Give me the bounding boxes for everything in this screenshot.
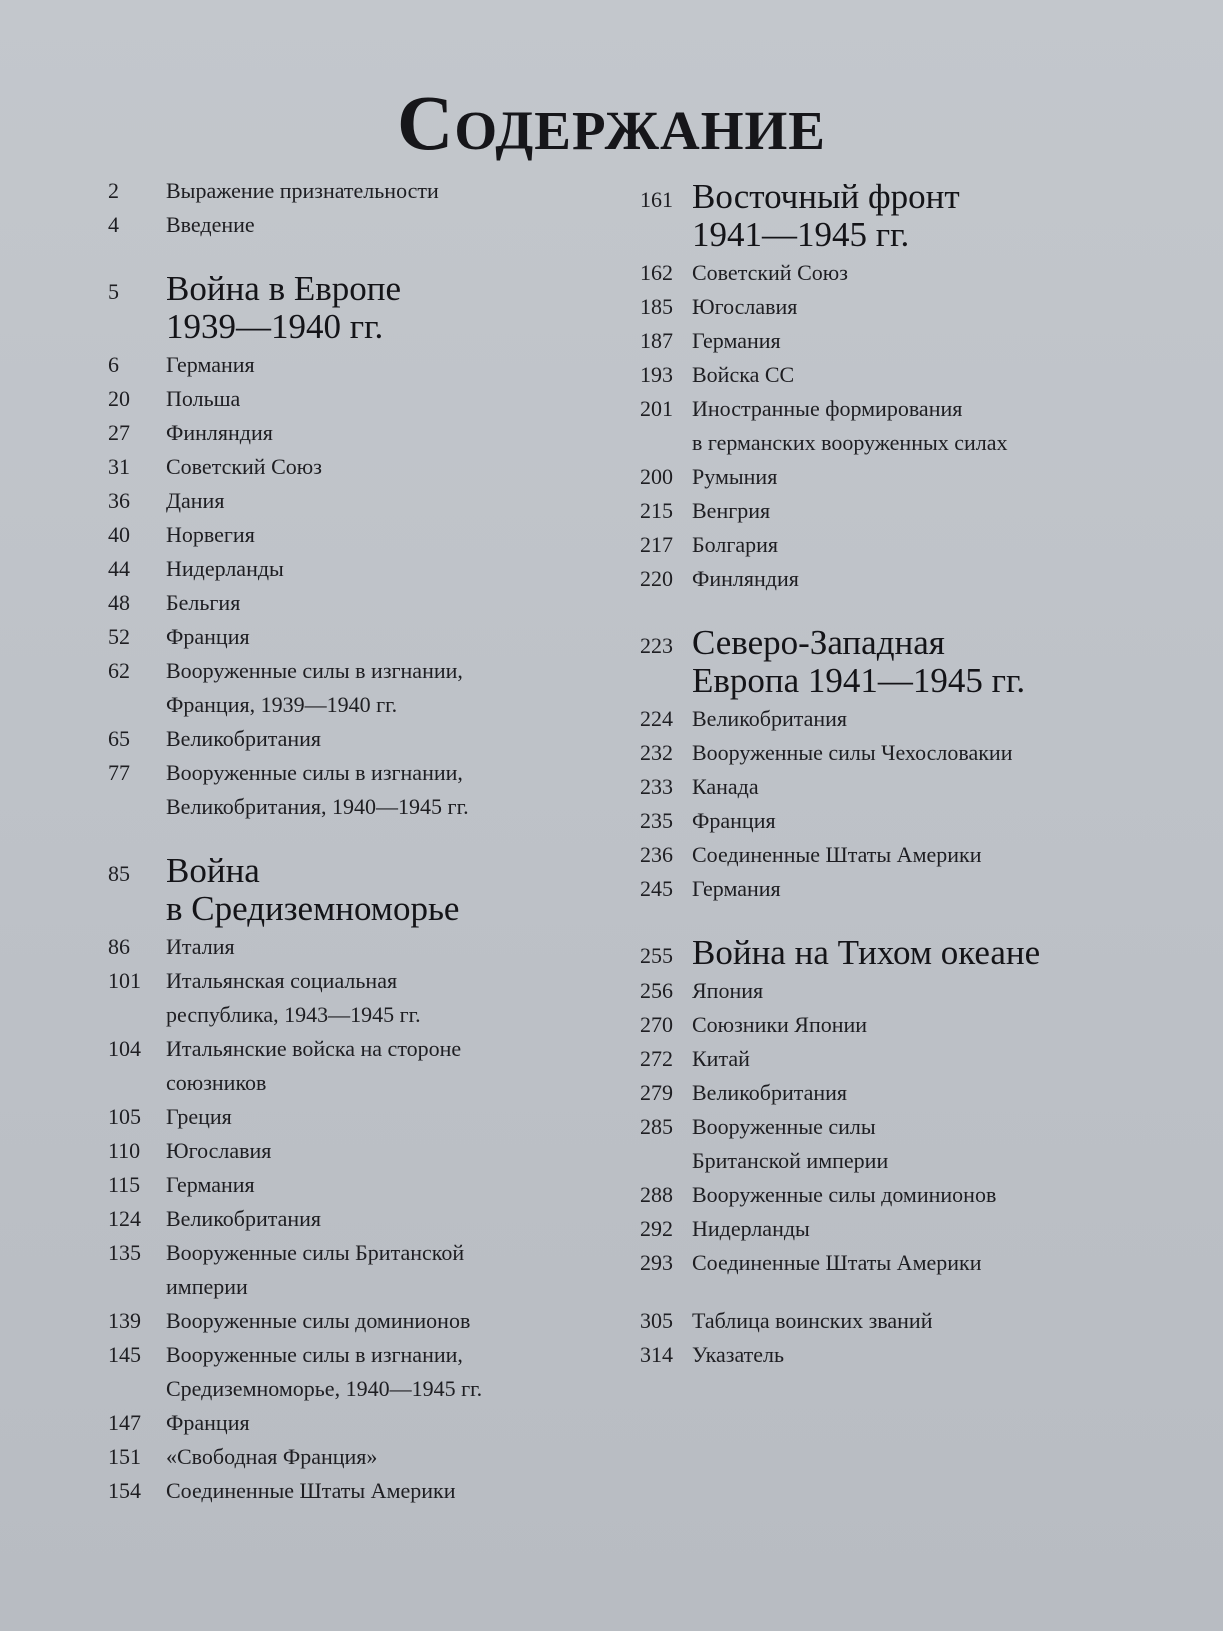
toc-entry-title: Великобритания <box>692 706 848 731</box>
toc-page-number: 86 <box>108 934 130 959</box>
toc-entry-title: Вооруженные силы Британской империи <box>692 1114 889 1173</box>
toc-page-number: 85 <box>108 861 130 886</box>
toc-entry-title: Советский Союз <box>692 260 848 285</box>
toc-page-number: 52 <box>108 624 130 649</box>
toc-page-number: 232 <box>640 740 673 765</box>
toc-page-number: 36 <box>108 488 130 513</box>
toc-page-number: 101 <box>108 968 141 993</box>
toc-entry-title: Германия <box>692 328 781 353</box>
toc-entry <box>108 1202 578 1236</box>
toc-page-number: 4 <box>108 212 119 237</box>
toc-section-title: Война на Тихом океане <box>692 933 1041 972</box>
toc-entry <box>640 562 1110 596</box>
toc-page-number: 124 <box>108 1206 141 1231</box>
toc-left-column <box>108 174 578 1508</box>
toc-page-number: 285 <box>640 1114 673 1139</box>
toc-page-number: 110 <box>108 1138 141 1163</box>
toc-entry <box>108 484 578 518</box>
toc-entry-title: Соединенные Штаты Америки <box>166 1478 456 1503</box>
toc-page-number: 40 <box>108 522 130 547</box>
toc-page-number: 270 <box>640 1012 673 1037</box>
toc-entry-title: Таблица воинских званий <box>692 1308 933 1333</box>
toc-page-number: 245 <box>640 876 673 901</box>
toc-entry <box>108 930 578 964</box>
toc-entry <box>108 964 578 1032</box>
toc-entry-title: Вооруженные силы Чехословакии <box>692 740 1013 765</box>
toc-entry-title: Иностранные формирования в германских вооруженных силах <box>692 396 1008 455</box>
toc-entry-title: Вооруженные силы в изгнании, Великобритания, 1940—1945 гг. <box>166 760 469 819</box>
toc-page-number: 279 <box>640 1080 673 1105</box>
toc-entry <box>108 1440 578 1474</box>
toc-page-number: 272 <box>640 1046 673 1071</box>
toc-entry-title: Введение <box>166 212 255 237</box>
toc-page-number: 48 <box>108 590 130 615</box>
toc-entry-title: «Свободная Франция» <box>166 1444 378 1469</box>
toc-entry-title: Войска СС <box>692 362 795 387</box>
toc-entry <box>640 1338 1110 1372</box>
toc-page-number: 151 <box>108 1444 141 1469</box>
toc-page-number: 27 <box>108 420 130 445</box>
toc-page-number: 105 <box>108 1104 141 1129</box>
toc-entry-title: Нидерланды <box>166 556 284 581</box>
toc-entry-title: Вооруженные силы доминионов <box>166 1308 471 1333</box>
toc-entry-title: Итальянская социальная республика, 1943—1945 гг. <box>166 968 421 1027</box>
toc-entry-title: Вооруженные силы доминионов <box>692 1182 997 1207</box>
toc-section-heading <box>640 930 1110 974</box>
toc-entry <box>640 838 1110 872</box>
toc-entry-title: Итальянские войска на стороне союзников <box>166 1036 462 1095</box>
toc-entry-title: Германия <box>166 352 255 377</box>
toc-entry <box>640 392 1110 460</box>
toc-page-number: 224 <box>640 706 673 731</box>
toc-entry-title: Финляндия <box>166 420 273 445</box>
toc-right-column <box>640 174 1110 1372</box>
toc-entry-title: Венгрия <box>692 498 771 523</box>
toc-entry-title: Дания <box>166 488 225 513</box>
toc-page-number: 77 <box>108 760 130 785</box>
toc-section-title: Война в Средиземноморье <box>166 851 460 928</box>
toc-entry <box>640 736 1110 770</box>
toc-entry-title: Вооруженные силы в изгнании, Средиземноморье, 1940—1945 гг. <box>166 1342 483 1401</box>
toc-entry <box>640 770 1110 804</box>
toc-page-number: 314 <box>640 1342 673 1367</box>
toc-page-number: 305 <box>640 1308 673 1333</box>
toc-page-number: 256 <box>640 978 673 1003</box>
toc-entry-title: Советский Союз <box>166 454 322 479</box>
toc-entry <box>640 1076 1110 1110</box>
toc-page-number: 115 <box>108 1172 141 1197</box>
toc-entry-title: Бельгия <box>166 590 241 615</box>
toc-page-number: 65 <box>108 726 130 751</box>
toc-entry <box>640 702 1110 736</box>
toc-entry <box>108 208 578 242</box>
toc-entry-title: Канада <box>692 774 759 799</box>
toc-entry <box>640 1008 1110 1042</box>
toc-page-number: 235 <box>640 808 673 833</box>
toc-page-number: 147 <box>108 1410 141 1435</box>
toc-entry <box>108 518 578 552</box>
toc-entry <box>108 1338 578 1406</box>
toc-entry-title: Болгария <box>692 532 779 557</box>
toc-section-title: Восточный фронт 1941—1945 гг. <box>692 177 960 254</box>
toc-entry-title: Вооруженные силы Британской империи <box>166 1240 465 1299</box>
toc-page-number: 139 <box>108 1308 141 1333</box>
toc-entry-title: Польша <box>166 386 241 411</box>
toc-entry <box>640 1042 1110 1076</box>
toc-entry <box>640 804 1110 838</box>
toc-entry <box>640 1212 1110 1246</box>
toc-page-number: 293 <box>640 1250 673 1275</box>
toc-entry <box>108 1474 578 1508</box>
toc-page-number: 193 <box>640 362 673 387</box>
toc-entry <box>640 1178 1110 1212</box>
toc-page-number: 62 <box>108 658 130 683</box>
toc-page-number: 161 <box>640 187 673 212</box>
toc-page-number: 187 <box>640 328 673 353</box>
toc-page-number: 31 <box>108 454 130 479</box>
toc-entry-title: Финляндия <box>692 566 799 591</box>
toc-entry <box>108 1406 578 1440</box>
toc-entry-title: Румыния <box>692 464 778 489</box>
toc-entry <box>108 1168 578 1202</box>
toc-entry-title: Франция <box>166 624 250 649</box>
toc-entry-title: Указатель <box>692 1342 785 1367</box>
toc-entry-title: Франция <box>692 808 776 833</box>
toc-entry-title: Вооруженные силы в изгнании, Франция, 1939—1940 гг. <box>166 658 463 717</box>
toc-entry-title: Норвегия <box>166 522 255 547</box>
toc-entry <box>640 324 1110 358</box>
toc-entry <box>108 1032 578 1100</box>
toc-entry <box>640 494 1110 528</box>
toc-entry-title: Выражение признательности <box>166 178 439 203</box>
toc-entry <box>640 460 1110 494</box>
toc-entry-title: Италия <box>166 934 235 959</box>
toc-entry-title: Япония <box>692 978 764 1003</box>
toc-entry <box>108 722 578 756</box>
toc-entry <box>640 256 1110 290</box>
toc-entry <box>108 382 578 416</box>
toc-page-number: 288 <box>640 1182 673 1207</box>
toc-entry <box>640 528 1110 562</box>
toc-entry <box>108 174 578 208</box>
toc-section-heading <box>640 620 1110 702</box>
toc-entry <box>640 358 1110 392</box>
toc-page-number: 223 <box>640 633 673 658</box>
toc-entry-title: Германия <box>692 876 781 901</box>
toc-entry <box>108 756 578 824</box>
toc-entry-title: Великобритания <box>166 1206 322 1231</box>
toc-page-number: 6 <box>108 352 119 377</box>
toc-entry-title: Соединенные Штаты Америки <box>692 1250 982 1275</box>
page-title: Содержание <box>397 79 826 167</box>
toc-entry <box>108 1100 578 1134</box>
toc-page-number: 135 <box>108 1240 141 1265</box>
toc-page-number: 233 <box>640 774 673 799</box>
toc-section-title: Война в Европе 1939—1940 гг. <box>166 269 402 346</box>
toc-entry <box>108 1134 578 1168</box>
toc-page-number: 154 <box>108 1478 141 1503</box>
toc-section-heading <box>108 266 578 348</box>
toc-entry <box>108 1304 578 1338</box>
toc-entry <box>108 586 578 620</box>
toc-page-number: 220 <box>640 566 673 591</box>
toc-page-number: 236 <box>640 842 673 867</box>
toc-entry-title: Германия <box>166 1172 255 1197</box>
toc-entry-title: Нидерланды <box>692 1216 810 1241</box>
toc-entry-title: Великобритания <box>692 1080 848 1105</box>
toc-page-number: 20 <box>108 386 130 411</box>
toc-page-number: 200 <box>640 464 673 489</box>
toc-entry <box>640 290 1110 324</box>
toc-entry-title: Греция <box>166 1104 232 1129</box>
toc-section-heading <box>108 848 578 930</box>
toc-entry-title: Китай <box>692 1046 750 1071</box>
toc-page-number: 255 <box>640 943 673 968</box>
toc-page-number: 185 <box>640 294 673 319</box>
toc-entry <box>108 416 578 450</box>
toc-entry <box>640 1246 1110 1280</box>
toc-page-number: 2 <box>108 178 119 203</box>
toc-entry <box>108 450 578 484</box>
toc-entry <box>108 552 578 586</box>
toc-entry <box>640 872 1110 906</box>
toc-page-number: 104 <box>108 1036 141 1061</box>
toc-page-number: 215 <box>640 498 673 523</box>
toc-entry-title: Соединенные Штаты Америки <box>692 842 982 867</box>
toc-entry-title: Югославия <box>166 1138 272 1163</box>
toc-entry <box>640 974 1110 1008</box>
toc-entry <box>640 1304 1110 1338</box>
toc-page-number: 201 <box>640 396 673 421</box>
toc-page-number: 292 <box>640 1216 673 1241</box>
toc-entry <box>108 654 578 722</box>
toc-entry <box>108 348 578 382</box>
toc-page-number: 5 <box>108 279 119 304</box>
toc-entry <box>108 1236 578 1304</box>
toc-page-number: 217 <box>640 532 673 557</box>
toc-entry-title: Союзники Японии <box>692 1012 868 1037</box>
toc-entry <box>640 1110 1110 1178</box>
toc-page-number: 44 <box>108 556 130 581</box>
toc-section-heading <box>640 174 1110 256</box>
toc-entry-title: Великобритания <box>166 726 322 751</box>
toc-page-number: 162 <box>640 260 673 285</box>
toc-entry-title: Франция <box>166 1410 250 1435</box>
toc-page-number: 145 <box>108 1342 141 1367</box>
toc-entry <box>108 620 578 654</box>
toc-section-title: Северо-Западная Европа 1941—1945 гг. <box>692 623 1026 700</box>
toc-entry-title: Югославия <box>692 294 798 319</box>
